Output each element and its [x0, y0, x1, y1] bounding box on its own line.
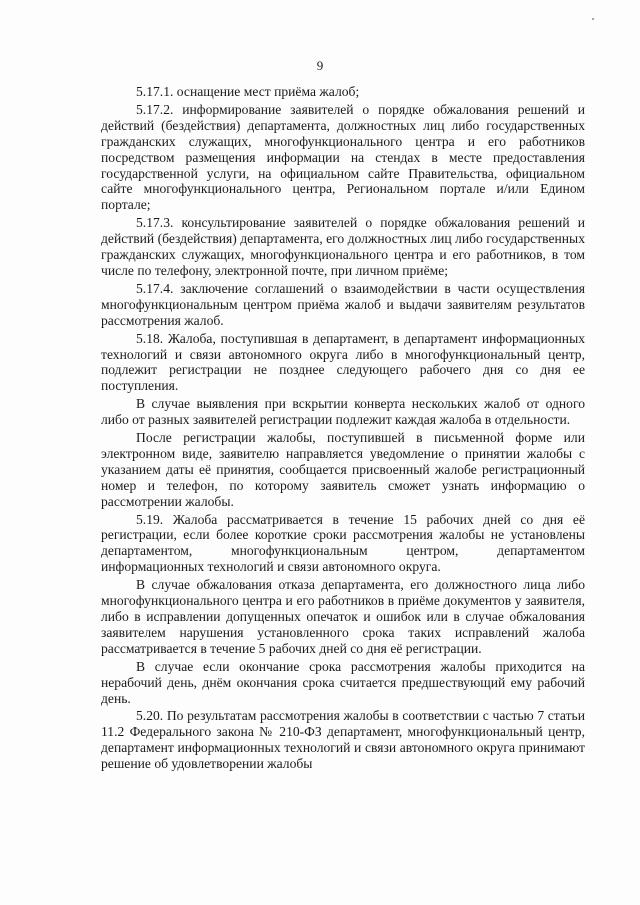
paragraph-5-17-2: 5.17.2. информирование заявителей о порядке обжалования решений и действий (бездействия) департамента, должностных лиц либо государственных гражданских служащих, многофункционального центра и его работников посредством размещения информации на стендах в месте предоставления государственной услуги, на официальном сайте Правительства, официальном сайте многофункционального центра, Региональном портале и/или Едином портале;: [101, 101, 585, 213]
paragraph-refusal-appeal: В случае обжалования отказа департамента, его должностного лица либо многофункционального центра и его работников в приёме документов у заявителя, либо в исправлении допущенных опечаток и ошибок или в случае обжалования заявителем нарушения установленного срока таких исправлений жалоба рассматривается в течение 5 рабочих дней со дня её регистрации.: [101, 577, 585, 656]
paragraph-non-working-day: В случае если окончание срока рассмотрения жалобы приходится на нерабочий день, днём окончания срока считается предшествующий ему рабочий день.: [101, 658, 585, 706]
paragraph-5-18: 5.18. Жалоба, поступившая в департамент, в департамент информационных технологий и связи автономного округа либо в многофункциональный центр, подлежит регистрации не позднее следующего рабочего дня со дня ее поступления.: [101, 330, 585, 394]
paragraph-5-20: 5.20. По результатам рассмотрения жалобы в соответствии с частью 7 статьи 11.2 Федерального закона № 210-ФЗ департамент, многофункциональный центр, департамент информационных технологий и связи автономного округа принимают решение об удовлетворении жалобы: [101, 708, 585, 772]
paragraph-multiple-complaints: В случае выявления при вскрытии конверта нескольких жалоб от одного либо от разных заявителей регистрации подлежит каждая жалоба в отдельности.: [101, 396, 585, 428]
page-number: 9: [316, 58, 324, 73]
paragraph-registration-notice: После регистрации жалобы, поступившей в письменной форме или электронном виде, заявителю направляется уведомление о принятии жалобы с указанием даты её принятия, сообщается присвоенный жалобе регистрационный номер и телефон, по которому заявитель сможет узнать информацию о рассмотрении жалобы.: [101, 430, 585, 509]
paragraph-5-17-4: 5.17.4. заключение соглашений о взаимодействии в части осуществления многофункциональным центром приёма жалоб и выдачи заявителям результатов рассмотрения жалоб.: [101, 280, 585, 328]
paragraph-5-19: 5.19. Жалоба рассматривается в течение 15 рабочих дней со дня её регистрации, если более короткие сроки рассмотрения жалобы не установлены департаментом, многофункциональным центром, департаментом информационных технологий и связи автономного округа.: [101, 511, 585, 575]
paragraph-5-17-3: 5.17.3. консультирование заявителей о порядке обжалования решений и действий (бездействия) департамента, его должностных лиц либо государственных гражданских служащих, многофункционального центра и его работников, в том числе по телефону, электронной почте, при личном приёме;: [101, 215, 585, 278]
scan-speck: [592, 18, 594, 20]
paragraph-5-17-1: 5.17.1. оснащение мест приёма жалоб;: [136, 84, 360, 99]
document-body: [101, 84, 585, 774]
